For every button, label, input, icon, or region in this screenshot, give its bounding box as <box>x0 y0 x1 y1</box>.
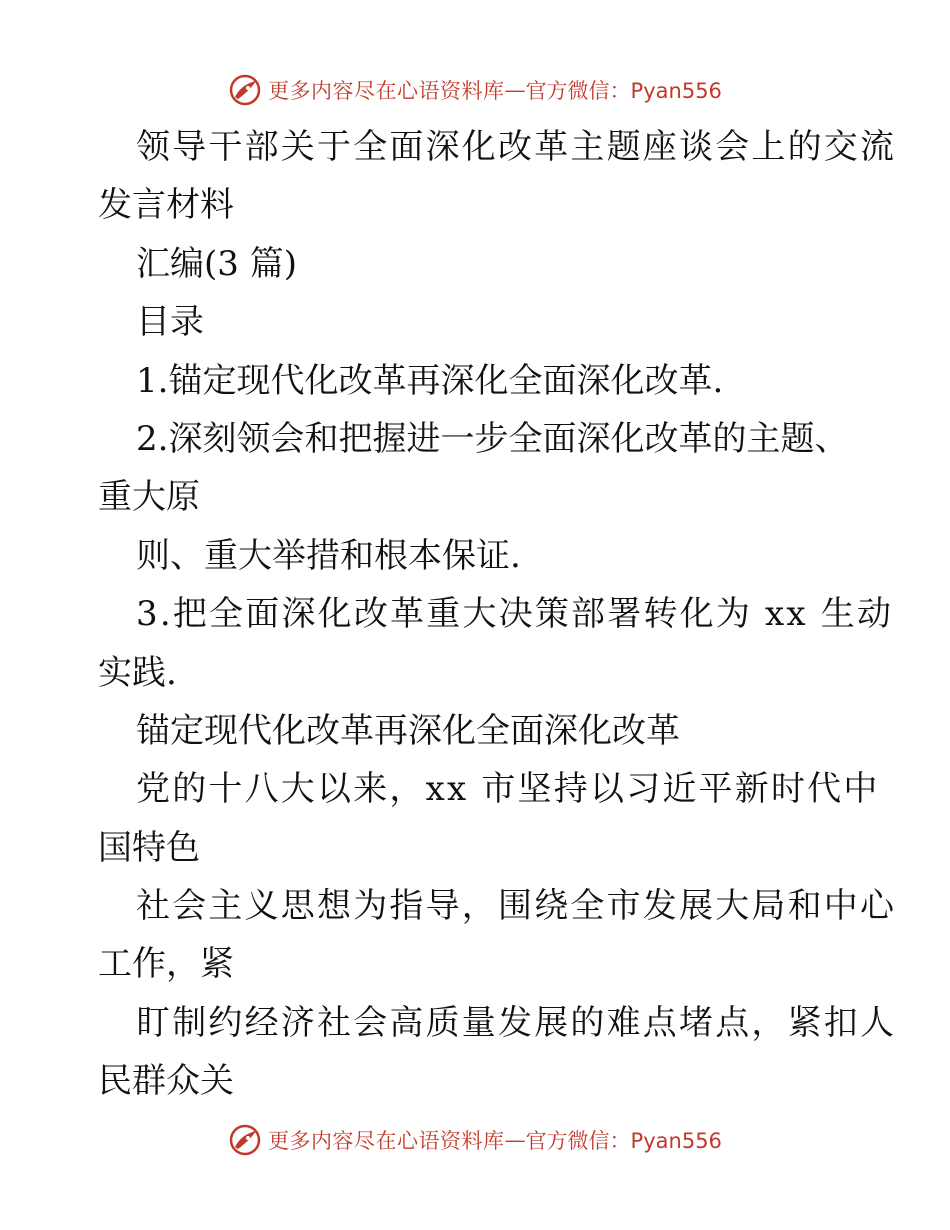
toc-item-2-cont-2: 则、重大举措和根本保证. <box>136 535 521 576</box>
banner-text: 更多内容尽在心语资料库 <box>268 1129 505 1153</box>
title-line-2: 发言材料 <box>98 185 234 226</box>
toc-item-3: 3.把全面深化改革重大决策部署转化为 xx 生动 <box>136 594 894 635</box>
toc-item-2: 2.深刻领会和把握进一步全面深化改革的主题、 <box>136 418 849 459</box>
banner-wechat: 官方微信：Pyan556 <box>525 79 722 103</box>
toc-item-1: 1.锚定现代化改革再深化全面深化改革. <box>136 360 724 401</box>
title-line-3: 汇编(3 篇) <box>136 243 297 284</box>
pen-logo-icon <box>228 1123 262 1157</box>
paragraph-line: 党的十八大以来，xx 市坚持以习近平新时代中 <box>136 769 880 810</box>
paragraph-line: 国特色 <box>98 827 200 868</box>
paragraph-line: 盯制约经济社会高质量发展的难点堵点，紧扣人 <box>136 1002 897 1043</box>
banner-separator: — <box>504 1128 526 1152</box>
banner-wechat: 官方微信：Pyan556 <box>525 1129 722 1153</box>
banner-text: 更多内容尽在心语资料库 <box>268 79 505 103</box>
pen-logo-icon <box>228 73 262 107</box>
paragraph-line: 工作，紧 <box>98 944 234 985</box>
toc-item-3-cont: 实践. <box>98 652 177 693</box>
title-line-1: 领导干部关于全面深化改革主题座谈会上的交流 <box>136 127 897 167</box>
toc-heading: 目录 <box>136 302 204 343</box>
footer-banner <box>0 1120 950 1160</box>
paragraph-line: 民群众关 <box>98 1061 234 1102</box>
banner-separator: — <box>504 78 526 102</box>
header-banner <box>0 70 950 110</box>
paragraph-line: 社会主义思想为指导，围绕全市发展大局和中心 <box>136 886 897 927</box>
section-heading: 锚定现代化改革再深化全面深化改革 <box>136 710 680 751</box>
document-body <box>98 118 897 1111</box>
toc-item-2-cont: 重大原 <box>98 477 200 518</box>
